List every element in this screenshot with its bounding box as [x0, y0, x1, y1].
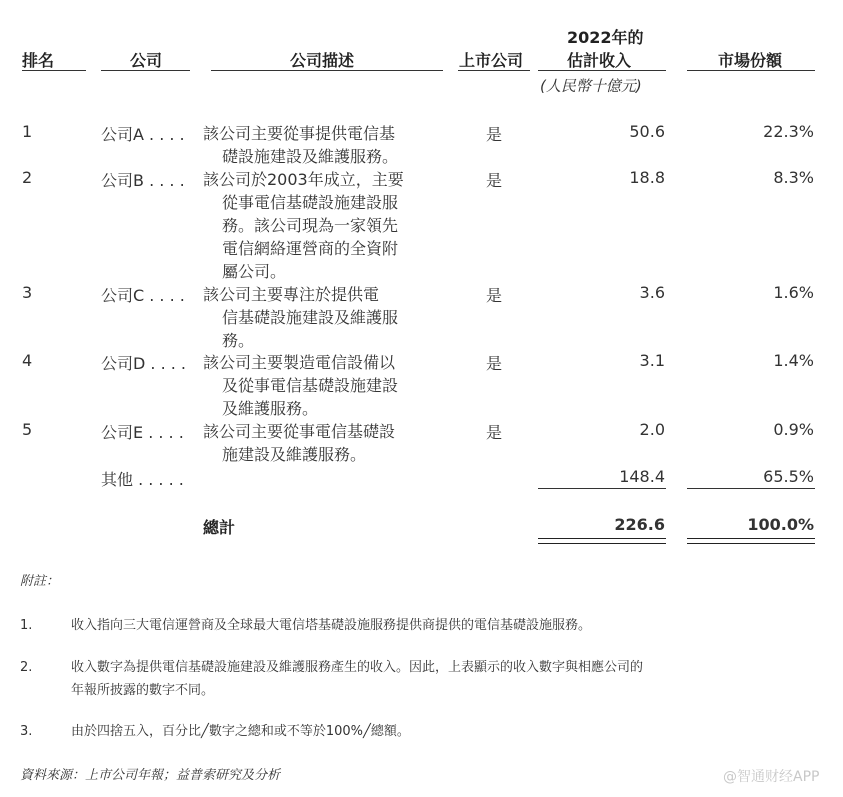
note-1-line: 收入指向三大電信運營商及全球最大電信塔基礎設施服務提供商提供的電信基礎設施服務。: [71, 618, 592, 633]
total-revenue: 226.6: [614, 515, 665, 534]
note-3-text: [71, 720, 410, 743]
row-4-desc-line: 及維護服務。: [222, 399, 319, 418]
others-share: 65.5%: [763, 467, 814, 486]
row-2-revenue: 18.8: [629, 168, 665, 187]
row-3-rank: 3: [22, 283, 33, 302]
row-5-desc-line: 該公司主要從事電信基礎設: [203, 422, 396, 441]
header-description-rule: [211, 70, 443, 71]
total-double-rule-revenue: [538, 538, 666, 544]
header-revenue-unit: (人民幣十億元): [540, 77, 642, 95]
row-1-share: 22.3%: [763, 122, 814, 141]
row-2-desc-line: 電信網絡運營商的全資附: [222, 239, 399, 258]
total-double-rule-share: [687, 538, 815, 544]
note-1-text: [71, 614, 591, 637]
row-2-desc-line: 務。該公司現為一家領先: [222, 216, 399, 235]
row-4-listed: 是: [486, 354, 503, 373]
header-listed-rule: [458, 70, 530, 71]
others-revenue: 148.4: [619, 467, 665, 486]
row-2-company: 公司B . . . .: [101, 171, 185, 190]
row-2-listed: 是: [486, 171, 503, 190]
note-3-number: 3.: [20, 724, 33, 739]
row-3-revenue: 3.6: [639, 283, 665, 302]
row-4-desc-line: 及從事電信基礎設施建設: [222, 376, 399, 395]
row-2-desc-line: 該公司於2003年成立，主要: [203, 170, 404, 189]
row-5-company: 公司E . . . .: [101, 423, 184, 442]
header-revenue-rule: [538, 70, 666, 71]
row-2-rank: 2: [22, 168, 33, 187]
row-5-desc-line: 施建設及維護服務。: [222, 445, 367, 464]
header-revenue-line2: 估計收入: [567, 51, 632, 70]
row-5-rank: 5: [22, 420, 33, 439]
row-1-description: [203, 122, 398, 168]
subtotal-rule-revenue: [538, 488, 666, 489]
row-5-description: [203, 420, 395, 466]
row-3-desc-line: 務。: [222, 331, 255, 350]
row-1-desc-line: 該公司主要從事提供電信基: [203, 124, 396, 143]
total-share: 100.0%: [747, 515, 814, 534]
row-1-rank: 1: [22, 122, 33, 141]
header-share: 市場份額: [718, 51, 783, 70]
row-2-desc-line: 屬公司。: [222, 262, 287, 281]
row-3-share: 1.6%: [773, 283, 814, 302]
row-3-company: 公司C . . . .: [101, 286, 185, 305]
row-2-description: [203, 168, 404, 283]
note-2-text: [71, 656, 643, 702]
row-4-desc-line: 該公司主要製造電信設備以: [203, 353, 396, 372]
others-label: 其他 . . . . .: [101, 470, 184, 489]
subtotal-rule-share: [687, 488, 815, 489]
row-3-description: [203, 283, 398, 352]
row-3-desc-line: 信基礎設施建設及維護服: [222, 308, 399, 327]
watermark: @智通财经APP: [723, 769, 820, 785]
row-4-rank: 4: [22, 351, 33, 370]
note-2-line: 年報所披露的數字不同。: [71, 683, 215, 698]
row-5-revenue: 2.0: [639, 420, 665, 439]
row-1-revenue: 50.6: [629, 122, 665, 141]
note-3-line: 由於四捨五入，百分比╱數字之總和或不等於100%╱總額。: [71, 724, 410, 739]
row-5-share: 0.9%: [773, 420, 814, 439]
row-4-share: 1.4%: [773, 351, 814, 370]
note-1-number: 1.: [20, 618, 33, 633]
row-1-company: 公司A . . . .: [101, 125, 185, 144]
header-company: 公司: [130, 51, 163, 70]
total-label: 總計: [203, 518, 236, 537]
row-1-desc-line: 礎設施建設及維護服務。: [222, 147, 399, 166]
header-listed: 上市公司: [459, 51, 524, 70]
row-4-description: [203, 351, 398, 420]
header-company-rule: [101, 70, 190, 71]
header-rank-rule: [22, 70, 86, 71]
header-description: 公司描述: [290, 51, 355, 70]
header-share-rule: [687, 70, 815, 71]
row-4-company: 公司D . . . .: [101, 354, 187, 373]
header-rank: 排名: [22, 51, 55, 70]
header-revenue-line1: 2022年的: [567, 28, 644, 47]
source-note: 資料來源：上市公司年報；益普索研究及分析: [20, 768, 281, 783]
row-4-revenue: 3.1: [639, 351, 665, 370]
notes-title: 附註：: [20, 574, 60, 589]
note-2-line: 收入數字為提供電信基礎設施建設及維護服務產生的收入。因此，上表顯示的收入數字與相應公司的: [71, 660, 644, 675]
row-2-share: 8.3%: [773, 168, 814, 187]
row-2-desc-line: 從事電信基礎設施建設服: [222, 193, 399, 212]
row-5-listed: 是: [486, 423, 503, 442]
note-2-number: 2.: [20, 660, 33, 675]
row-3-listed: 是: [486, 286, 503, 305]
row-1-listed: 是: [486, 125, 503, 144]
row-3-desc-line: 該公司主要專注於提供電: [203, 285, 380, 304]
